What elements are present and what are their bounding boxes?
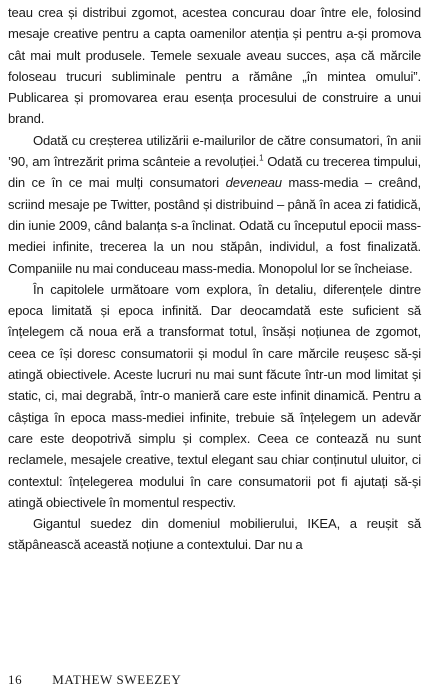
footnote-marker: 1 <box>259 153 264 163</box>
emphasis-text: deveneau <box>225 175 282 191</box>
text-run: Odată cu trecerea timpului, din ce în ce mai mulți consumatori <box>8 154 421 191</box>
paragraph-email-revolution <box>8 130 421 279</box>
running-author: MATHEW SWEEZEY <box>52 672 182 687</box>
paragraph-continuation <box>8 2 421 130</box>
text-run: În capitolele următoare vom explora, în detaliu, diferențele dintre epoca limitată și epoca infinită. Dar deocamdată este suficient să înțelegem că noua eră a transformat totul, însăși noțiunea de zgomot, ceea ce își doresc consumatorii și modul în care mărcile reușesc să-și atingă obiectivele. Aceste lucruri nu mai sunt făcute într-un mod limitat și static, ci, mai degrabă, într-o manieră care este infinit dinamică. Pentru a câștiga în epoca mass-mediei infinite, trebuie să înțelegem un adevăr care este deopotrivă simplu și complex. Ceea ce contează nu sunt reclamele, mesajele creative, textul elegant sau chiar conținutul uluitor, ci contextul: înțelegerea modului în care consumatorii pot fi ajutați să-și atingă obiectivele în momentul respectiv. <box>8 281 421 510</box>
text-run: teau crea și distribui zgomot, acestea concurau doar între ele, folosind mesaje creative pentru a capta oamenilor atenția și pentru a-și promova cât mai mult produsele. Temele sexuale aveau succes, așa că mărcile foloseau trucuri subliminale pentru a rămâne „în mintea omului”. Publicarea și promovarea erau esența procesului de construire a unui brand. <box>8 5 421 127</box>
text-run: Gigantul suedez din domeniul mobilierului, IKEA, a reușit să stăpânească această noțiune a contextului. Dar nu a <box>8 516 421 553</box>
paragraph-ikea <box>8 513 421 556</box>
text-run: mass-media – creând, scriind mesaje pe Twitter, postând și distribuind – până în acea zi fatidică, din iunie 2009, când balanța s-a înclinat. Odată cu începutul epocii mass-mediei infinite, trecerea la un nou stăpân, individul, a fost finalizată. Companiile nu mai conduceau mass-media. Monopolul lor se încheiase. <box>8 175 422 276</box>
page-footer <box>8 672 181 688</box>
text-run: Odată cu creșterea utilizării e-mailurilor de către consumatori, în anii ’90, am întrezărit prima scânteie a revoluției. <box>8 132 421 170</box>
page-number: 16 <box>8 672 23 687</box>
paragraph-finite-vs-infinite <box>8 279 421 513</box>
book-page-body <box>8 2 421 556</box>
